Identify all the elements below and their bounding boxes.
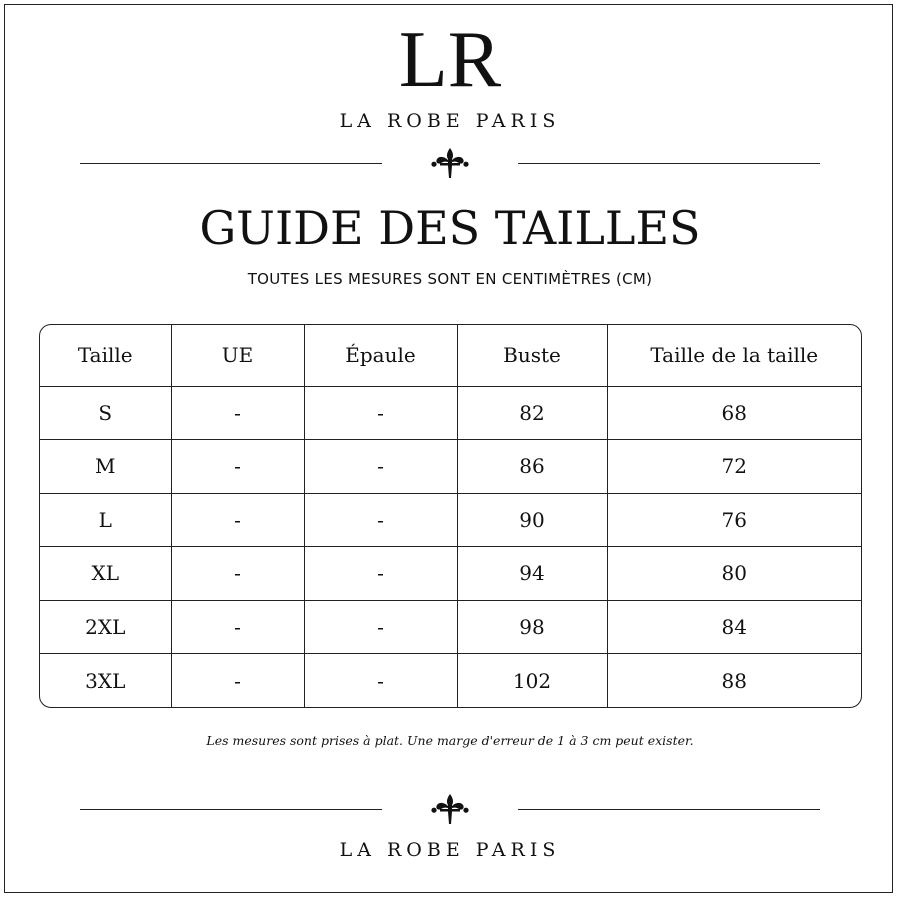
table-cell-waist: 88 (721, 668, 747, 693)
table-row (40, 654, 861, 708)
column-header-eu: UE (171, 325, 304, 386)
table-cell-size: S (40, 386, 171, 440)
table-cell-bust: 102 (457, 654, 607, 708)
table-row (40, 493, 861, 547)
table-cell-size: 2XL (40, 600, 171, 654)
table-cell-size: L (40, 493, 171, 547)
table-cell-eu: - (171, 654, 304, 708)
table-cell-shoulder: - (304, 654, 457, 708)
size-table (40, 325, 861, 707)
table-cell-eu: - (171, 440, 304, 494)
measurement-note: Les mesures sont prises à plat. Une marge d'erreur de 1 à 3 cm peut exister. (206, 733, 694, 748)
table-cell-shoulder: - (304, 386, 457, 440)
divider-left-top (80, 163, 382, 164)
divider-left-bottom (80, 809, 382, 810)
brand-name-top: LA ROBE PARIS (339, 110, 561, 132)
table-cell-waist: 80 (607, 547, 861, 601)
table-cell-shoulder: - (304, 600, 457, 654)
table-header-row (40, 325, 861, 386)
table-cell-shoulder: - (304, 440, 457, 494)
column-header-bust: Buste (457, 325, 607, 386)
table-cell-waist: 68 (607, 386, 861, 440)
divider-right-bottom (518, 809, 820, 810)
table-cell-size: XL (40, 547, 171, 601)
fleur-de-lis-icon (430, 792, 470, 828)
column-header-size: Taille (40, 325, 171, 386)
table-cell-size: M (40, 440, 171, 494)
divider-right-top (518, 163, 820, 164)
table-cell-eu: - (171, 386, 304, 440)
table-cell-waist: 72 (607, 440, 861, 494)
table-cell-eu: - (171, 547, 304, 601)
table-cell-bust: 94 (457, 547, 607, 601)
table-cell-bust: 90 (457, 493, 607, 547)
table-row (40, 440, 861, 494)
table-cell-eu: - (171, 493, 304, 547)
page-title: GUIDE DES TAILLES (199, 201, 701, 255)
table-row (40, 547, 861, 601)
table-cell-bust: 82 (457, 386, 607, 440)
page-subtitle: TOUTES LES MESURES SONT EN CENTIMÈTRES (CM) (247, 270, 653, 288)
table-cell-shoulder: - (304, 547, 457, 601)
table-cell-waist: 76 (607, 493, 861, 547)
table-cell-size: 3XL (40, 654, 171, 708)
table-cell-shoulder: - (304, 493, 457, 547)
table-row (40, 386, 861, 440)
brand-name-bottom: LA ROBE PARIS (339, 839, 561, 861)
table-cell-eu: - (171, 600, 304, 654)
column-header-shoulder: Épaule (304, 325, 457, 386)
fleur-de-lis-icon (430, 146, 470, 182)
table-row (40, 600, 861, 654)
brand-logo-monogram: LR (398, 16, 502, 104)
table-cell-bust: 98 (457, 600, 607, 654)
table-cell-waist: 84 (607, 600, 861, 654)
size-table-container (39, 324, 862, 708)
table-cell-bust: 86 (457, 440, 607, 494)
column-header-waist: Taille de la taille (607, 325, 861, 386)
